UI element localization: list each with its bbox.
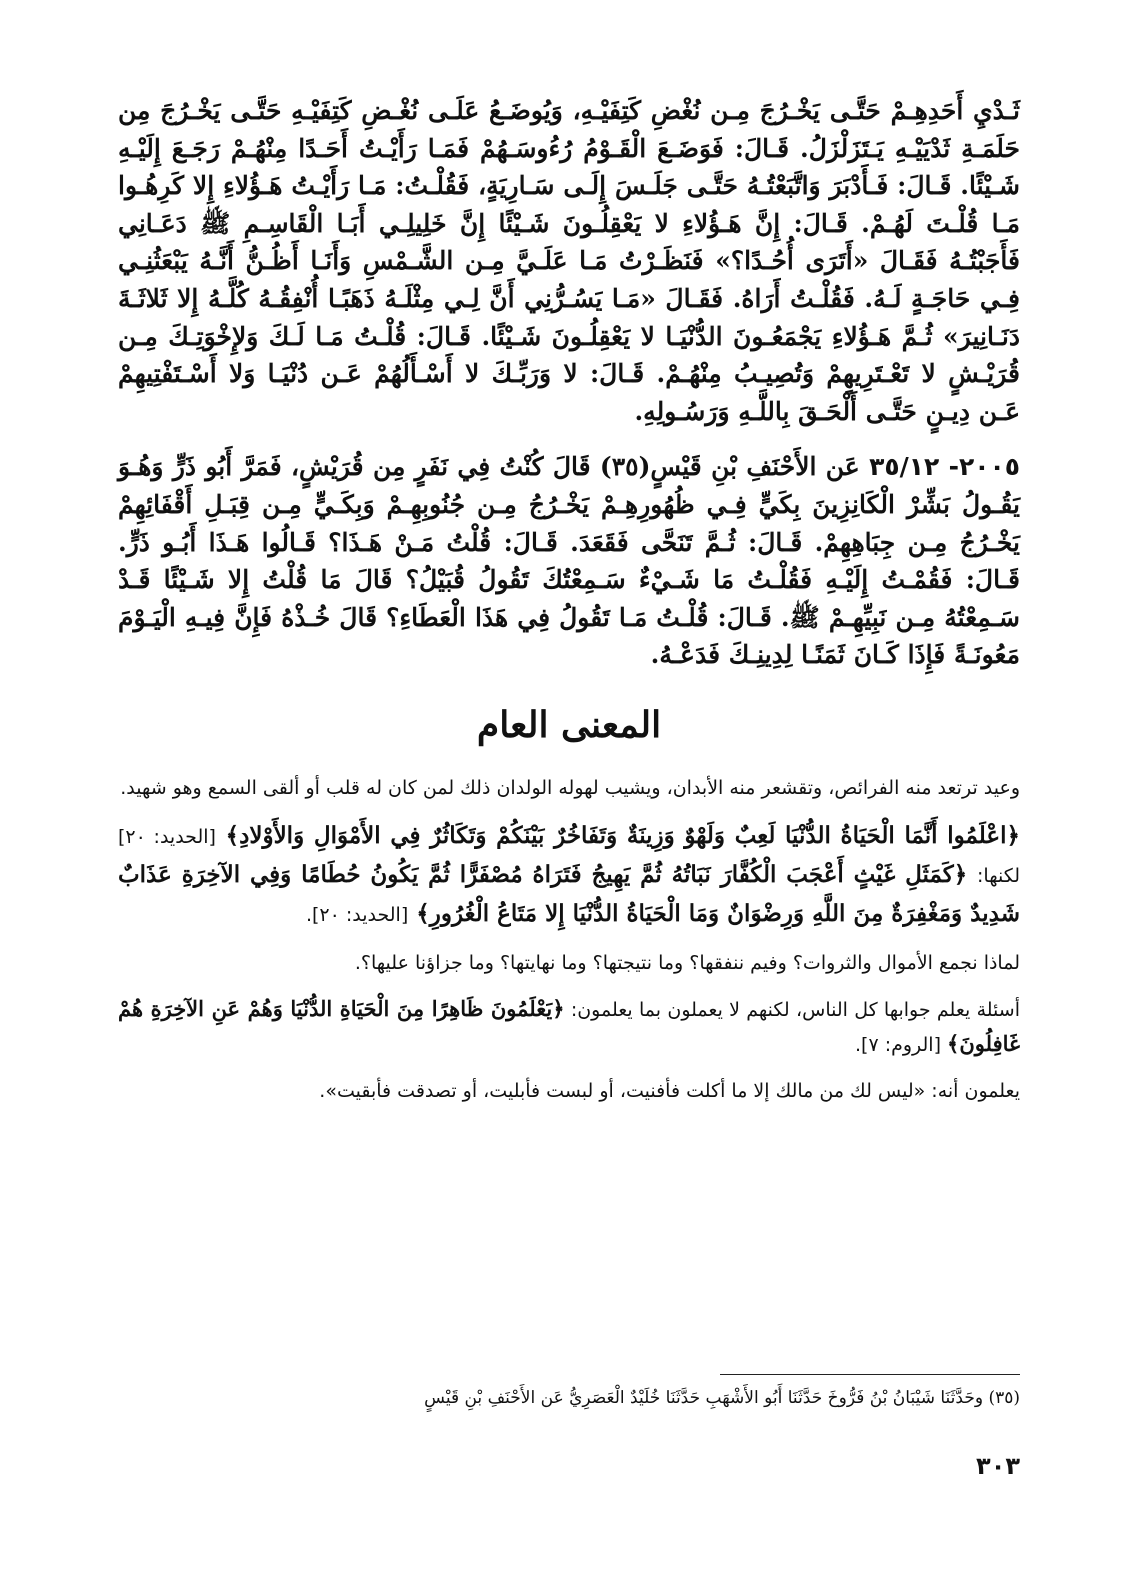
quran-verse-rum: ﴿يَعْلَمُونَ ظَاهِرًا مِنَ الْحَيَاةِ الدُّنْيَا وَهُمْ عَنِ الآخِرَةِ هُمْ غَافِلُونَ﴾ bbox=[118, 995, 1020, 1056]
commentary-paragraph-1: وعيد ترتعد منه الفرائص، وتقشعر منه الأبدان، ويشيب لهوله الولدان ذلك لمن كان له قلب أو ألقى السمع وهو شهيد. bbox=[120, 776, 1020, 799]
verse-reference-2: [الحديد: ٢٠]. bbox=[305, 903, 409, 926]
verse-reference-1: [الحديد: ٢٠] bbox=[118, 825, 216, 848]
connector-text: لكنها: bbox=[977, 864, 1020, 887]
page-number: ٣٠٣ bbox=[976, 1452, 1020, 1480]
commentary-paragraph-4 bbox=[118, 992, 1020, 1062]
footnote: (٣٥) وحَدَّثَنَا شَيْبَانُ بْنُ فَرُّوخَ حَدَّثَنَا أَبُو الأَشْهَبِ حَدَّثَنَا خُلَيْدٌ الْعَصَرِيُّ عَن الأَحْنَفِ بْنِ قَيْسٍ bbox=[424, 1388, 1020, 1408]
commentary-paragraph-3: لماذا نجمع الأموال والثروات؟ وفيم ننفقها؟ وما نتيجتها؟ وما نهايتها؟ وما جزاؤنا عليها؟. bbox=[354, 951, 1020, 974]
quran-verse-hadid-1: ﴿اعْلَمُوا أَنَّمَا الْحَيَاةُ الدُّنْيَا لَعِبٌ وَلَهْوٌ وَزِينَةٌ وَتَفَاخُرٌ بَيْنَكُمْ وَتَكَاثُرٌ فِي الأَمْوَالِ وَالأَوْلادِ﴾ bbox=[225, 821, 1021, 849]
hadith-2005 bbox=[118, 448, 1020, 674]
hadith-cross-reference: ٣٥/١٢ bbox=[869, 452, 940, 482]
hadith-2004-continuation bbox=[118, 92, 1020, 430]
book-page bbox=[118, 92, 1020, 1532]
verse-reference-3: [الروم: ٧]. bbox=[854, 1033, 941, 1056]
paragraph-4-lead: أسئلة يعلم جوابها كل الناس، لكنهم لا يعملون بما يعلمون: bbox=[570, 998, 1020, 1021]
quran-verse-hadid-2: ﴿كَمَثَلِ غَيْثٍ أَعْجَبَ الْكُفَّارَ نَبَاتُهُ ثُمَّ يَهِيجُ فَتَرَاهُ مُصْفَرًّا ثُمَّ يَكُونُ حُطَامًا وَفِي الآخِرَةِ عَذَابٌ شَدِيدٌ وَمَغْفِرَةٌ مِنَ اللَّهِ وَرِضْوَانٌ وَمَا الْحَيَاةُ الدُّنْيَا إِلا مَتَاعُ الْغُرُورِ﴾ bbox=[118, 860, 1020, 927]
hadith-number: ٢٠٠٥- bbox=[948, 452, 1020, 482]
section-title: المعنى العام bbox=[476, 703, 662, 746]
hadith-2004-text: ثَـدْيِ أَحَدِهِـمْ حَتَّـى يَخْـرُجَ مِـن نُغْضِ كَتِفَيْـهِ، وَيُوضَـعُ عَلَـى نُغْـضِ كَتِفَيْـهِ حَتَّـى يَخْـرُجَ مِن حَلَمَـةِ ثَدْيَيْـهِ يَـتَزَلْزَلُ. قَـالَ: فَوَضَـعَ الْقَـوْمُ رُءُوسَـهُمْ فَمَـا رَأَيْـتُ أَحَـدًا مِنْهُـمْ رَجَـعَ إِلَيْـهِ شَـيْئًا. قَـالَ: فَـأَدْبَرَ وَاتَّبَعْتُـهُ حَتَّـى جَلَـسَ إِلَـى سَـارِيَةٍ، فَقُلْـتُ: مَـا رَأَيْـتُ هَـؤُلاءِ إِلا كَرِهُـوا مَـا قُلْـتَ لَهُـمْ. قَـالَ: إِنَّ هَـؤُلاءِ لا يَعْقِلُـونَ شَـيْئًا إِنَّ خَلِيلِـي أَبَـا الْقَاسِـمِ ﷺ دَعَـانِي فَأَجَبْتُـهُ فَقَـالَ «أَتَرَى أُحُـدًا؟» فَنَظَـرْتُ مَـا عَلَـيَّ مِـن الشَّـمْسِ وَأَنَـا أَظُـنُّ أَنَّـهُ يَبْعَثُنِـي فِـي حَاجَـةٍ لَـهُ. فَقُلْـتُ أَرَاهُ. فَقَـالَ «مَـا يَسُـرُّنِي أَنَّ لِـي مِثْلَـهُ ذَهَبًـا أُنْفِقُـهُ كُلَّـهُ إِلا ثَلاثَـةَ دَنَـانِيرَ» ثُـمَّ هَـؤُلاءِ يَجْمَعُـونَ الدُّنْيَـا لا يَعْقِلُـونَ شَـيْئًا. قَـالَ: قُلْـتُ مَـا لَـكَ وَلإِخْوَتِـكَ مِـن قُرَيْـشٍ لا تَعْـتَرِيهِمْ وَتُصِيـبُ مِنْهُـمْ. قَـالَ: لا وَرَبِّـكَ لا أَسْـأَلُهُمْ عَـن دُنْيَـا وَلا أَسْـتَفْتِيهِمْ عَـن دِيـنٍ حَتَّـى أَلْحَـقَ بِاللَّـهِ وَرَسُـولِهِ. bbox=[118, 96, 1020, 426]
hadith-2005-text: عَن الأَحْنَفِ بْنِ قَيْسٍ(٣٥) قَالَ كُنْتُ فِي نَفَرٍ مِن قُرَيْشٍ، فَمَرَّ أَبُو ذَرٍّ وَهُـوَ يَقُـولُ بَشِّرْ الْكَانِزِينَ بِكَيٍّ فِـي ظُهُورِهِـمْ يَخْـرُجُ مِـن جُنُوبِهِـمْ وَبِكَـيٍّ مِـن قِبَـلِ أَقْفَائِهِمْ يَخْـرُجُ مِـن جِبَاهِهِمْ. قَـالَ: ثُـمَّ تَنَحَّى فَقَعَدَ. قَـالَ: قُلْتُ مَـنْ هَـذَا؟ قَـالُوا هَـذَا أَبُـو ذَرٍّ. قَـالَ: فَقُمْـتُ إِلَيْـهِ فَقُلْـتُ مَا شَـيْءٌ سَـمِعْتُكَ تَقُولُ قُبَيْلُ؟ قَالَ مَا قُلْتُ إِلا شَـيْئًا قَـدْ سَـمِعْتُهُ مِـن نَبِيِّهِـمْ ﷺ. قَـالَ: قُلْـتُ مَـا تَقُولُ فِي هَذَا الْعَطَاءِ؟ قَالَ خُـذْهُ فَإِنَّ فِيـهِ الْيَـوْمَ مَعُونَـةً فَإِذَا كَـانَ ثَمَنًـا لِدِينِـكَ فَدَعْـهُ. bbox=[118, 452, 1020, 670]
commentary-paragraph-2 bbox=[118, 817, 1020, 934]
footnote-divider bbox=[720, 1374, 1020, 1375]
commentary-paragraph-5: يعلمون أنه: «ليس لك من مالك إلا ما أكلت فأفنيت، أو لبست فأبليت، أو تصدقت فأبقيت». bbox=[319, 1079, 1020, 1102]
